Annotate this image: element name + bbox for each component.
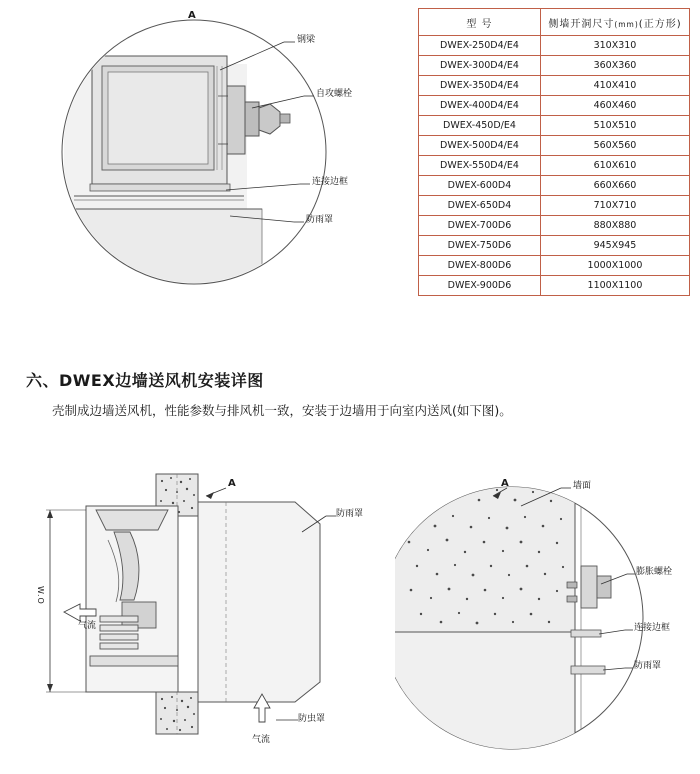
cell-model: DWEX-350D4/E4 [419,76,541,96]
callout-rain-hood-br: 防雨罩 [634,661,662,671]
cell-model: DWEX-800D6 [419,256,541,276]
callout-insect-screen: 防虫罩 [298,714,326,724]
table-row [419,196,690,216]
table-header-row [419,9,690,36]
header-opening-note: (正方形) [638,18,682,30]
table-row [419,156,690,176]
callout-airflow-left: 气流 [78,621,97,631]
cell-opening: 710X710 [540,196,689,216]
cell-opening: 310X310 [540,36,689,56]
callout-rain-hood-bl: 防雨罩 [336,509,364,519]
cell-opening: 560X560 [540,136,689,156]
table-row [419,276,690,296]
callout-rain-hood: 防雨罩 [306,215,334,225]
cell-opening: 880X880 [540,216,689,236]
bottom-left-drawing [30,470,390,766]
cell-model: DWEX-300D4/E4 [419,56,541,76]
cell-opening: 1000X1000 [540,256,689,276]
table-body [419,36,690,296]
table-row [419,136,690,156]
callout-expansion-bolt: 膨胀螺栓 [636,567,673,577]
table-row [419,116,690,136]
cell-opening: 610X610 [540,156,689,176]
cell-model: DWEX-650D4 [419,196,541,216]
header-opening-text: 侧墙开洞尺寸 [548,18,615,30]
dimension-wo: W.O [36,586,45,605]
section-mark-a-bottom-left: A [228,478,236,489]
cell-model: DWEX-900D6 [419,276,541,296]
callout-connection-frame-br: 连接边框 [634,623,671,633]
header-opening [540,9,689,36]
cell-opening: 1100X1100 [540,276,689,296]
header-model: 型 号 [419,9,541,36]
table-row [419,96,690,116]
table-row [419,36,690,56]
cell-opening: 945X945 [540,236,689,256]
callout-airflow-bottom: 气流 [252,735,271,745]
top-detail-drawing [12,4,412,304]
top-detail-svg [12,4,412,304]
cell-model: DWEX-400D4/E4 [419,96,541,116]
cell-opening: 660X660 [540,176,689,196]
cell-opening: 360X360 [540,56,689,76]
cell-model: DWEX-250D4/E4 [419,36,541,56]
cell-opening: 410X410 [540,76,689,96]
cell-model: DWEX-450D/E4 [419,116,541,136]
callout-wall-surface: 墙面 [573,481,592,491]
table-row [419,56,690,76]
cell-model: DWEX-550D4/E4 [419,156,541,176]
section-heading: 六、DWEX边墙送风机安装详图 [26,371,264,390]
bottom-right-drawing [395,470,695,766]
section-mark-a-top: A [188,10,196,21]
table-row [419,256,690,276]
cell-model: DWEX-600D4 [419,176,541,196]
callout-connection-frame: 连接边框 [312,177,349,187]
callout-self-tapping-bolt: 自攻螺栓 [316,89,353,99]
cell-model: DWEX-750D6 [419,236,541,256]
cell-model: DWEX-700D6 [419,216,541,236]
cell-opening: 510X510 [540,116,689,136]
section-mark-a-bottom-right: A [501,478,509,489]
header-opening-unit: (mm) [614,19,639,29]
cell-opening: 460X460 [540,96,689,116]
callout-steel-beam: 钢梁 [297,35,316,45]
bottom-right-svg [395,470,695,766]
table-row [419,236,690,256]
spec-table [418,8,690,296]
table-row [419,176,690,196]
section-paragraph: 壳制成边墙送风机，性能参数与排风机一致，安装于边墙用于向室内送风(如下图)。 [52,403,512,418]
table-row [419,216,690,236]
table-row [419,76,690,96]
cell-model: DWEX-500D4/E4 [419,136,541,156]
